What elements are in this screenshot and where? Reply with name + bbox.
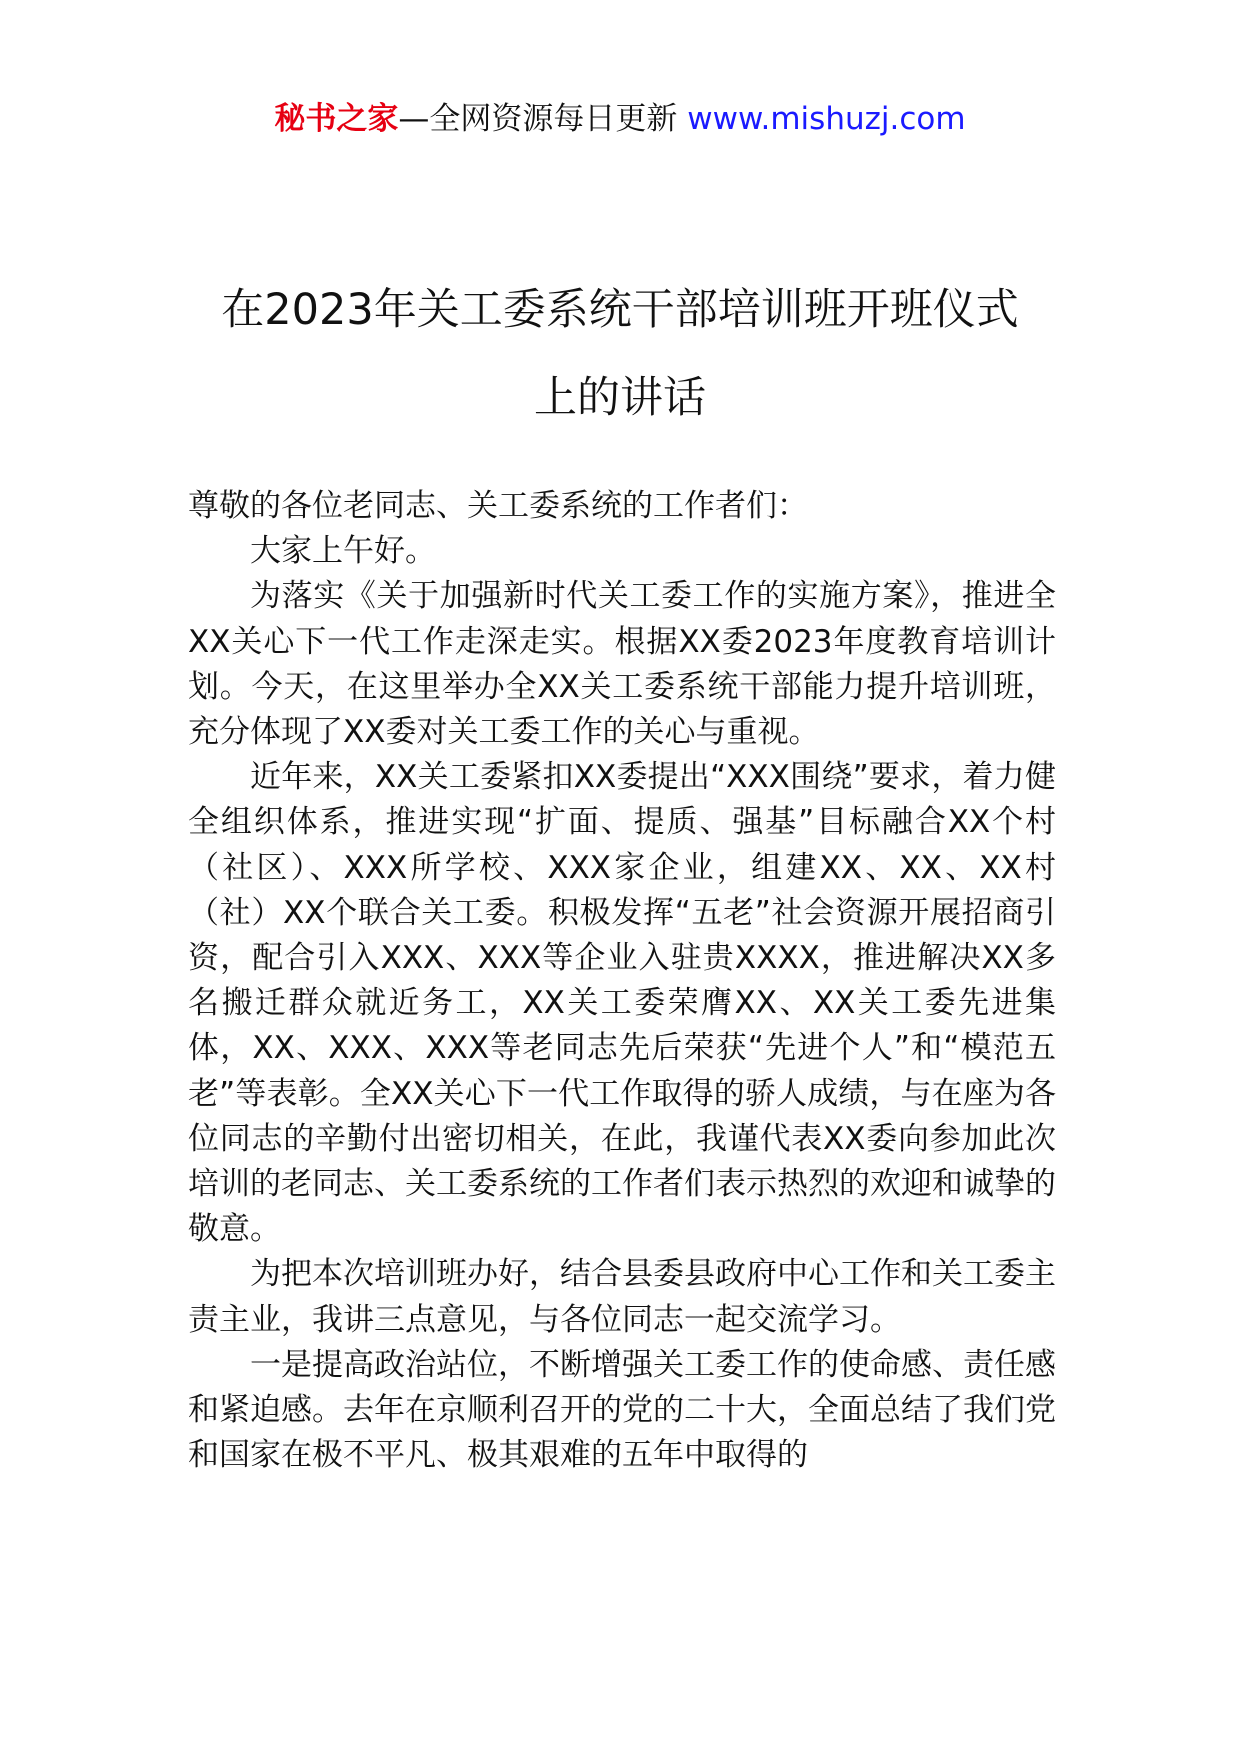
paragraph-greeting: 大家上午好。 [250, 533, 436, 570]
paragraph-intro-opinions: 为把本次培训班办好，结合县委县政府中心工作和关工委主责主业，我讲三点意见，与各位同志一起交流学习。 [188, 1256, 1056, 1338]
document-title-line-1: 在2023年关工委系统干部培训班开班仪式 [221, 285, 1019, 335]
paragraph-point-one: 一是提高政治站位，不断增强关工委工作的使命感、责任感和紧迫感。去年在京顺利召开的党的二十大，全面总结了我们党和国家在极不平凡、极其艰难的五年中取得的 [188, 1346, 1056, 1474]
site-name: 秘书之家 [274, 101, 399, 137]
salutation: 尊敬的各位老同志、关工委系统的工作者们： [188, 488, 808, 524]
paragraph-achievements: 近年来，XX关工委紧扣XX委提出“XXX围绕”要求，着力健全组织体系，推进实现“扩面、提质、强基”目标融合XX个村（社区）、XXX所学校、XXX家企业，组建XX、XX、XX村（社）XX个联合关工委。积极发挥“五老”社会资源开展招商引资，配合引入XXX、XXX等企业入驻贵XXXX，推进解决XX多名搬迁群众就近务工，XX关工委荣膺XX、XX关工委先进集体，XX、XXX、XXX等老同志先后荣获“先进个人”和“模范五老”等表彰。全XX关心下一代工作取得的骄人成绩，与在座为各位同志的辛勤付出密切相关，在此，我谨代表XX委向参加此次培训的老同志、关工委系统的工作者们表示热烈的欢迎和诚挚的敬意。 [188, 759, 1056, 1248]
site-header [0, 98, 1240, 140]
document-title-line-2: 上的讲话 [534, 373, 706, 423]
site-url-link[interactable]: www.mishuzj.com [687, 101, 966, 137]
paragraph-purpose: 为落实《关于加强新时代关工委工作的实施方案》，推进全XX关心下一代工作走深走实。根据XX委2023年度教育培训计划。今天，在这里举办全XX关工委系统干部能力提升培训班，充分体现了XX委对关工委工作的关心与重视。 [188, 578, 1056, 751]
site-tagline: —全网资源每日更新 [398, 101, 678, 137]
document-body [188, 484, 1056, 1478]
document-title [150, 266, 1090, 442]
